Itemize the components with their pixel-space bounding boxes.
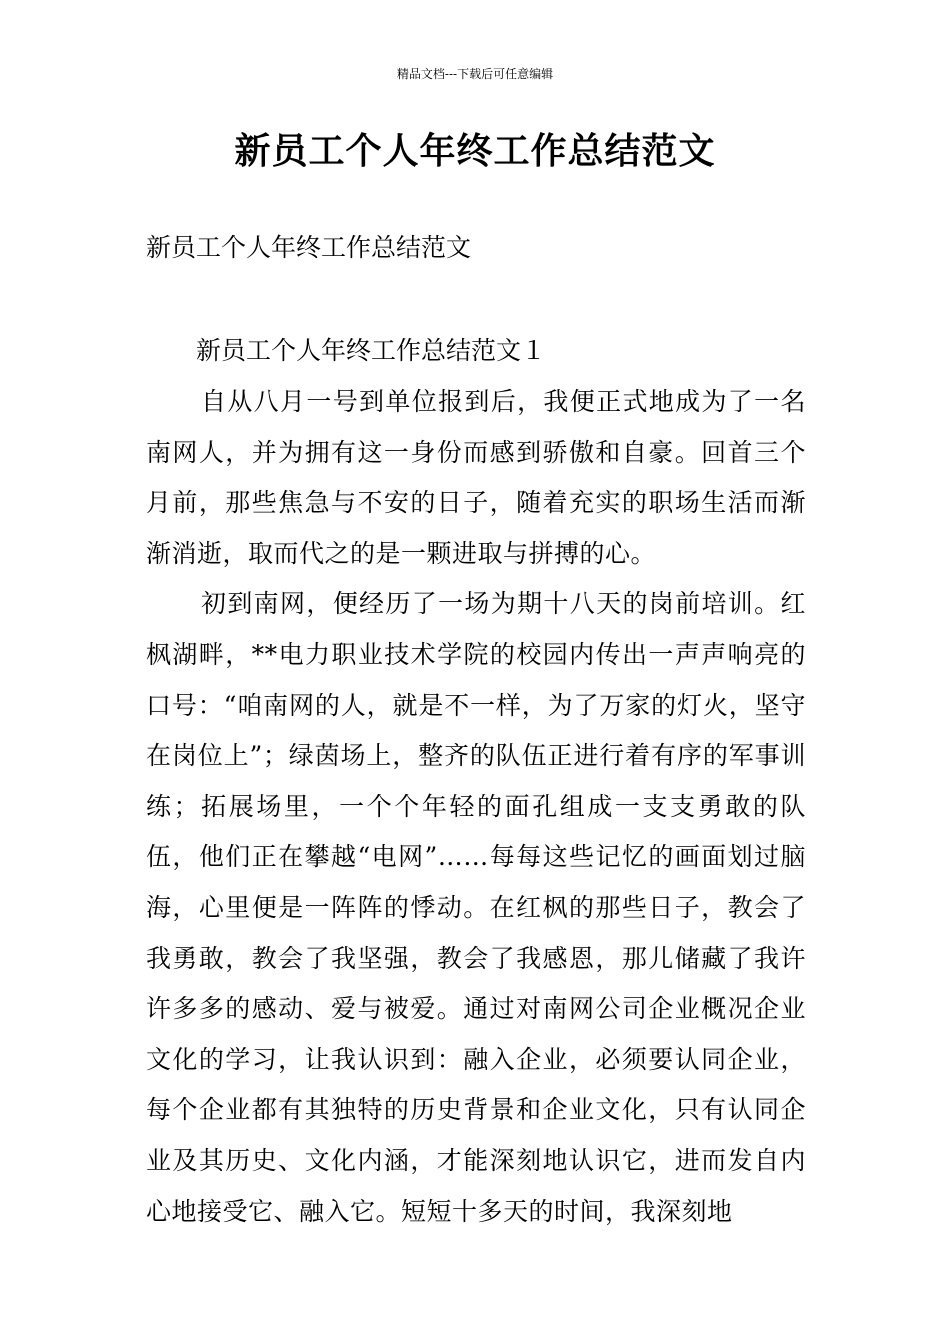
document-title: 新员工个人年终工作总结范文 [234, 131, 716, 172]
section-heading: 新员工个人年终工作总结范文１ [196, 336, 547, 365]
document-subtitle: 新员工个人年终工作总结范文 [146, 233, 472, 262]
paragraph-1: 自从八月一号到单位报到后，我便正式地成为了一名南网人，并为拥有这一身份而感到骄傲和自豪。回首三个月前，那些焦急与不安的日子，随着充实的职场生活而渐渐消逝，取而代之的是一颗进取与拼搏的心。 [146, 387, 806, 568]
body-text [146, 377, 806, 1237]
paragraph-2: 初到南网，便经历了一场为期十八天的岗前培训。红枫湖畔，**电力职业技术学院的校园内传出一声声响亮的口号：“咱南网的人，就是不一样，为了万家的灯火，坚守在岗位上”；绿茵场上，整齐的队伍正进行着有序的军事训练；拓展场里，一个个年轻的面孔组成一支支勇敢的队伍，他们正在攀越“电网”……每每这些记忆的画面划过脑海，心里便是一阵阵的悸动。在红枫的那些日子，教会了我勇敢，教会了我坚强，教会了我感恩，那儿储藏了我许许多多的感动、爱与被爱。通过对南网公司企业概况企业文化的学习，让我认识到：融入企业，必须要认同企业，每个企业都有其独特的历史背景和企业文化，只有认同企业及其历史、文化内涵，才能深刻地认识它，进而发自内心地接受它、融入它。短短十多天的时间，我深刻地 [146, 589, 806, 1226]
header-note: 精品文档---下载后可任意编辑 [396, 67, 554, 81]
